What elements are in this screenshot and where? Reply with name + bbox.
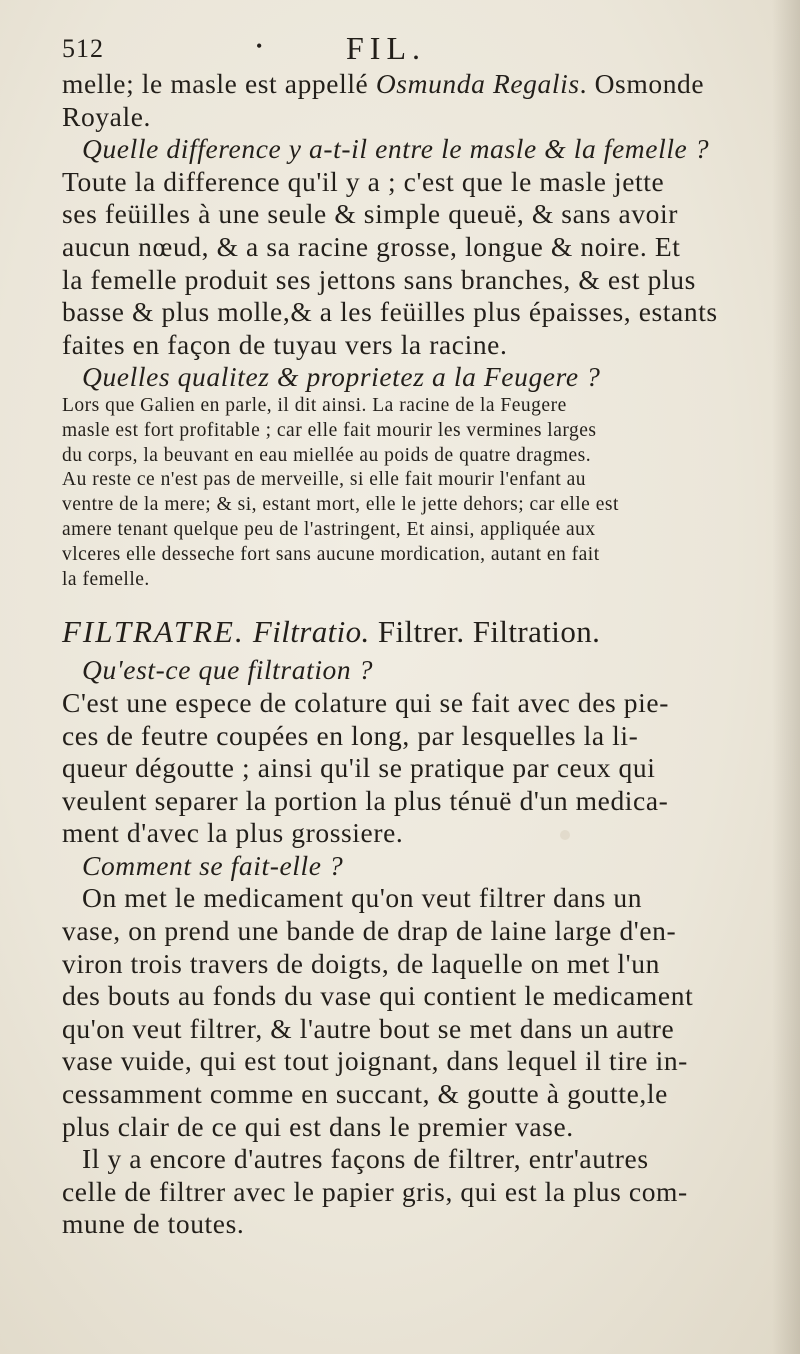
text-line: ventre de la mere; & si, estant mort, elle le jette dehors; car elle est (62, 494, 619, 516)
entry-lemma: FILTRATRE. (62, 614, 245, 650)
page-text (62, 68, 777, 1241)
text-line: vase vuide, qui est tout joignant, dans lequel il tire in- (62, 1045, 688, 1077)
text-line: C'est une espece de colature qui se fait avec des pie- (62, 686, 669, 718)
text-line: viron trois travers de doigts, de laquelle on met l'un (62, 947, 660, 979)
entry-heading (62, 610, 777, 654)
text-line: celle de filtrer avec le papier gris, qui est la plus com- (62, 1175, 688, 1207)
text-line: faites en façon de tuyau vers la racine. (62, 328, 508, 360)
question-heading: Comment se fait-elle ? (82, 849, 344, 881)
question-heading: Quelles qualitez & proprietez a la Feugere ? (82, 361, 601, 393)
text-line: Il y a encore d'autres façons de filtrer, entr'autres (82, 1143, 649, 1175)
text-line: ses feüilles à une seule & simple queuë, & sans avoir (62, 198, 679, 230)
text-line: vase, on prend une bande de drap de laine large d'en- (62, 915, 677, 947)
text-line: Toute la difference qu'il y a ; c'est que le masle jette (62, 165, 665, 197)
text-line: cessamment comme en succant, & goutte à goutte,le (62, 1078, 668, 1110)
text-line: basse & plus molle,& a les feüilles plus épaisses, estants (62, 296, 718, 328)
text-line: masle est fort profitable ; car elle fait mourir les vermines larges (62, 419, 597, 441)
question-heading: Qu'est-ce que filtration ? (82, 654, 374, 686)
text-line: du corps, la beuvant en eau miellée au poids de quatre dragmes. (62, 444, 592, 466)
text-line: qu'on veut filtrer, & l'autre bout se met dans un autre (62, 1012, 675, 1044)
text-line: queur dégoutte ; ainsi qu'il se pratique par ceux qui (62, 752, 656, 784)
text-line: ment d'avec la plus grossiere. (62, 817, 404, 849)
text-line: aucun nœud, & a sa racine grosse, longue & noire. Et (62, 230, 681, 262)
header-dot: • (256, 36, 263, 56)
question-heading: Quelle difference y a-t-il entre le masle & la femelle ? (82, 133, 710, 165)
text-line: Royale. (62, 100, 151, 132)
text-line: melle; le masle est appellé Osmunda Regalis. Osmonde (62, 68, 705, 99)
text-line: mune de toutes. (62, 1208, 245, 1240)
text-line: des bouts au fonds du vase qui contient le medicament (62, 980, 694, 1012)
entry-latin: Filtratio. (252, 614, 370, 650)
text-line: veulent separer la portion la plus ténuë d'un medica- (62, 784, 669, 816)
running-head: FIL. (346, 30, 426, 66)
page-number: 512 (62, 34, 104, 63)
page-header (62, 30, 762, 70)
text-line: amere tenant quelque peu de l'astringent, Et ainsi, appliquée aux (62, 518, 596, 540)
entry-french: Filtrer. Filtration. (377, 614, 601, 650)
text-line: On met le medicament qu'on veut filtrer dans un (82, 882, 643, 914)
text-line: vlceres elle desseche fort sans aucune mordication, autant en fait (62, 543, 600, 565)
text-line: Lors que Galien en parle, il dit ainsi. La racine de la Feugere (62, 394, 567, 416)
text-line: plus clair de ce qui est dans le premier vase. (62, 1110, 574, 1142)
text-line: Au reste ce n'est pas de merveille, si elle fait mourir l'enfant au (62, 469, 587, 491)
text-line: ces de feutre coupées en long, par lesquelles la li- (62, 719, 639, 751)
text-line: la femelle produit ses jettons sans branches, & est plus (62, 263, 696, 295)
text-line: la femelle. (62, 568, 150, 590)
